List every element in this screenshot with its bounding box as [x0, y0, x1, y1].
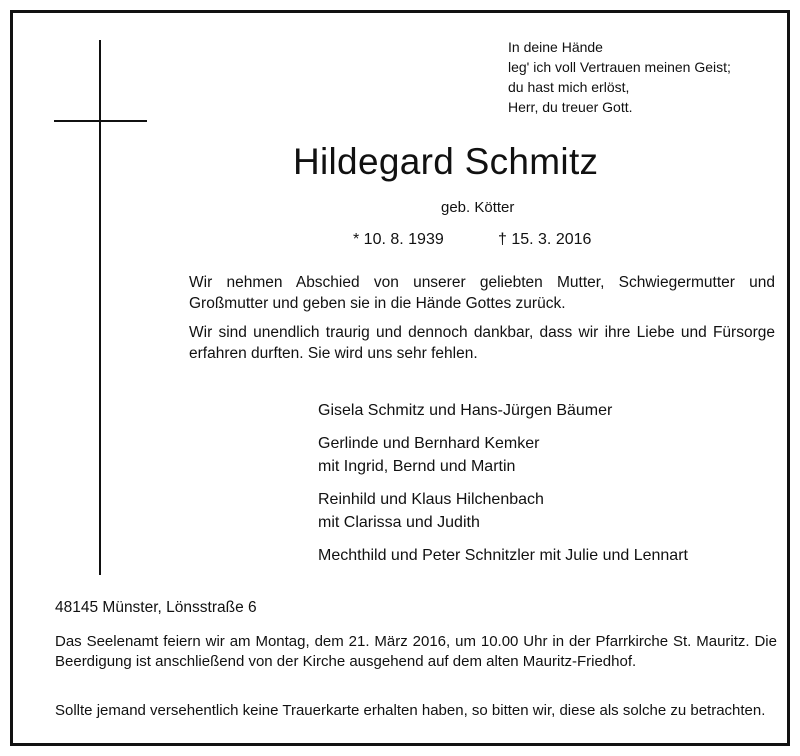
- verse-line: In deine Hände: [508, 39, 603, 55]
- deceased-name: Hildegard Schmitz: [293, 141, 599, 182]
- bible-verse: [508, 37, 778, 117]
- mourners-list: [318, 399, 778, 577]
- mourner-family: [318, 432, 778, 478]
- mourner-family: [318, 544, 778, 567]
- family-address: 48145 Münster, Lönsstraße 6: [55, 599, 257, 616]
- verse-line: leg' ich voll Vertrauen meinen Geist;: [508, 59, 731, 75]
- verse-line: Herr, du treuer Gott.: [508, 99, 633, 115]
- mourner-family: [318, 488, 778, 534]
- mourning-card-notice: Sollte jemand versehentlich keine Trauerkarte erhalten haben, so bitten wir, diese als solche zu betrachten.: [55, 702, 766, 719]
- birth-date: * 10. 8. 1939: [353, 231, 444, 248]
- mourner-line: Gerlinde und Bernhard Kemker: [318, 435, 540, 452]
- mourner-line: Gisela Schmitz und Hans-Jürgen Bäumer: [318, 402, 613, 419]
- mourner-line: mit Clarissa und Judith: [318, 514, 480, 531]
- verse-line: du hast mich erlöst,: [508, 79, 630, 95]
- birth-name: geb. Kötter: [441, 199, 515, 216]
- mourner-family: [318, 399, 778, 422]
- mourner-line: Mechthild und Peter Schnitzler mit Julie und Lennart: [318, 547, 688, 564]
- obituary-notice: [10, 10, 790, 746]
- gratitude-paragraph: Wir sind unendlich traurig und dennoch dankbar, dass wir ihre Liebe und Fürsorge erfahren durften. Sie wird uns sehr fehlen.: [189, 324, 775, 362]
- mourner-line: Reinhild und Klaus Hilchenbach: [318, 491, 544, 508]
- farewell-paragraph: Wir nehmen Abschied von unserer geliebten Mutter, Schwiegermutter und Großmutter und geben sie in die Hände Gottes zurück.: [189, 274, 775, 312]
- funeral-mass-notice: Das Seelenamt feiern wir am Montag, dem 21. März 2016, um 10.00 Uhr in der Pfarrkirche St. Mauritz. Die Beerdigung ist anschließend von der Kirche ausgehend auf dem alten Mauritz-Friedhof.: [55, 633, 777, 670]
- death-date: † 15. 3. 2016: [498, 231, 592, 248]
- cross-icon-horizontal: [54, 120, 147, 122]
- mourner-line: mit Ingrid, Bernd und Martin: [318, 458, 516, 475]
